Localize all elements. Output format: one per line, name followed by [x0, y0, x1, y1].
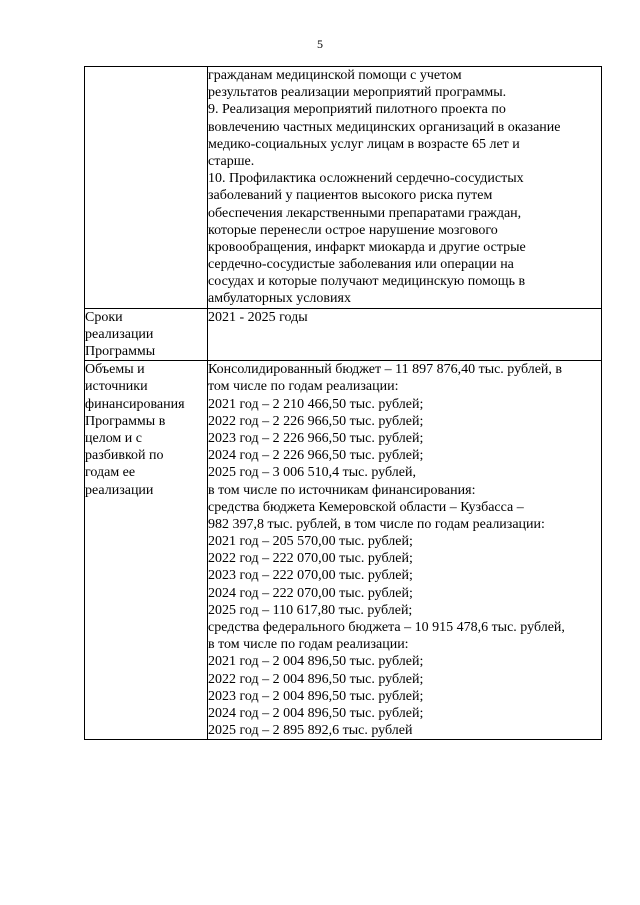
- row-content-line: которые перенесли острое нарушение мозгового: [208, 222, 498, 238]
- row-content-line: заболеваний у пациентов высокого риска путем: [208, 188, 493, 204]
- row-content-line: 2023 год – 222 070,00 тыс. рублей;: [208, 568, 413, 584]
- row-content-line: 2024 год – 222 070,00 тыс. рублей;: [208, 585, 413, 601]
- page-number: 5: [317, 37, 323, 51]
- row-content-cell: [208, 67, 602, 309]
- row-content-line: 10. Профилактика осложнений сердечно-сосудистых: [208, 171, 524, 187]
- row-content-line: том числе по годам реализации:: [208, 379, 399, 395]
- row-content-line: вовлечению частных медицинских организаций в оказание: [208, 119, 561, 135]
- row-label-line: Программы: [85, 344, 156, 359]
- row-content-line: 982 397,8 тыс. рублей, в том числе по годам реализации:: [208, 516, 545, 532]
- row-label-line: Объемы и: [85, 362, 145, 378]
- row-label-line: годам ее: [85, 465, 136, 481]
- row-content-cell: [208, 308, 602, 361]
- row-label-line: разбивкой по: [85, 448, 164, 464]
- row-content-line: 2025 год – 3 006 510,4 тыс. рублей,: [208, 465, 416, 481]
- row-implementation-period: [85, 308, 602, 361]
- row-content-line: 9. Реализация мероприятий пилотного проекта по: [208, 102, 506, 118]
- row-content-line: обеспечения лекарственными препаратами граждан,: [208, 205, 522, 221]
- row-content-line: 2021 год – 2 210 466,50 тыс. рублей;: [208, 396, 424, 412]
- row-content-line: результатов реализации мероприятий программы.: [208, 85, 507, 101]
- row-label-line: реализации: [85, 482, 154, 498]
- row-content-cell: [208, 361, 602, 740]
- row-financing: [85, 361, 602, 740]
- row-label-cell: [85, 308, 208, 361]
- row-content-line: 2023 год – 2 004 896,50 тыс. рублей;: [208, 688, 424, 704]
- row-label-cell: [85, 361, 208, 740]
- row-content-line: 2023 год – 2 226 966,50 тыс. рублей;: [208, 430, 424, 446]
- row-label-line: финансирования: [85, 396, 185, 412]
- row-content-line: гражданам медицинской помощи с учетом: [208, 68, 462, 83]
- row-content-line: старше.: [208, 153, 255, 169]
- row-content-line: средства федерального бюджета – 10 915 478,6 тыс. рублей,: [208, 620, 565, 635]
- row-content-line: медико-социальных услуг лицам в возрасте 65 лет и: [208, 136, 520, 152]
- row-content-line: 2022 год – 222 070,00 тыс. рублей;: [208, 551, 413, 567]
- program-passport-table: [84, 66, 602, 740]
- row-content-line: Консолидированный бюджет – 11 897 876,40 тыс. рублей, в: [208, 362, 563, 378]
- row-content-line: сосудах и которые получают медицинскую помощь в: [208, 274, 526, 290]
- row-label-line: целом и с: [85, 430, 142, 446]
- row-content-line: 2021 год – 2 004 896,50 тыс. рублей;: [208, 654, 424, 670]
- row-label-line: Сроки: [85, 309, 123, 325]
- row-content-line: в том числе по годам реализации:: [208, 637, 409, 653]
- row-content-line: сердечно-сосудистые заболевания или операции на: [208, 257, 514, 273]
- row-content-line: 2021 - 2025 годы: [208, 309, 308, 325]
- row-content-line: средства бюджета Кемеровской области – Кузбасса –: [208, 499, 524, 515]
- row-content-line: 2022 год – 2 004 896,50 тыс. рублей;: [208, 671, 424, 687]
- row-content-line: 2021 год – 205 570,00 тыс. рублей;: [208, 534, 413, 550]
- row-label-cell: [85, 67, 208, 309]
- row-content-line: 2025 год – 110 617,80 тыс. рублей;: [208, 602, 413, 618]
- row-label-line: Программы в: [85, 413, 166, 429]
- row-content-line: 2024 год – 2 226 966,50 тыс. рублей;: [208, 448, 424, 464]
- row-content-line: амбулаторных условиях: [208, 291, 351, 307]
- row-measures-continued: [85, 67, 602, 309]
- row-label-line: источники: [85, 379, 148, 395]
- row-content-line: 2022 год – 2 226 966,50 тыс. рублей;: [208, 413, 424, 429]
- row-content-line: 2025 год – 2 895 892,6 тыс. рублей: [208, 723, 413, 739]
- row-content-line: 2024 год – 2 004 896,50 тыс. рублей;: [208, 705, 424, 721]
- row-content-line: кровообращения, инфаркт миокарда и другие острые: [208, 239, 526, 255]
- row-content-line: в том числе по источникам финансирования:: [208, 482, 476, 498]
- row-label-line: реализации: [85, 326, 154, 342]
